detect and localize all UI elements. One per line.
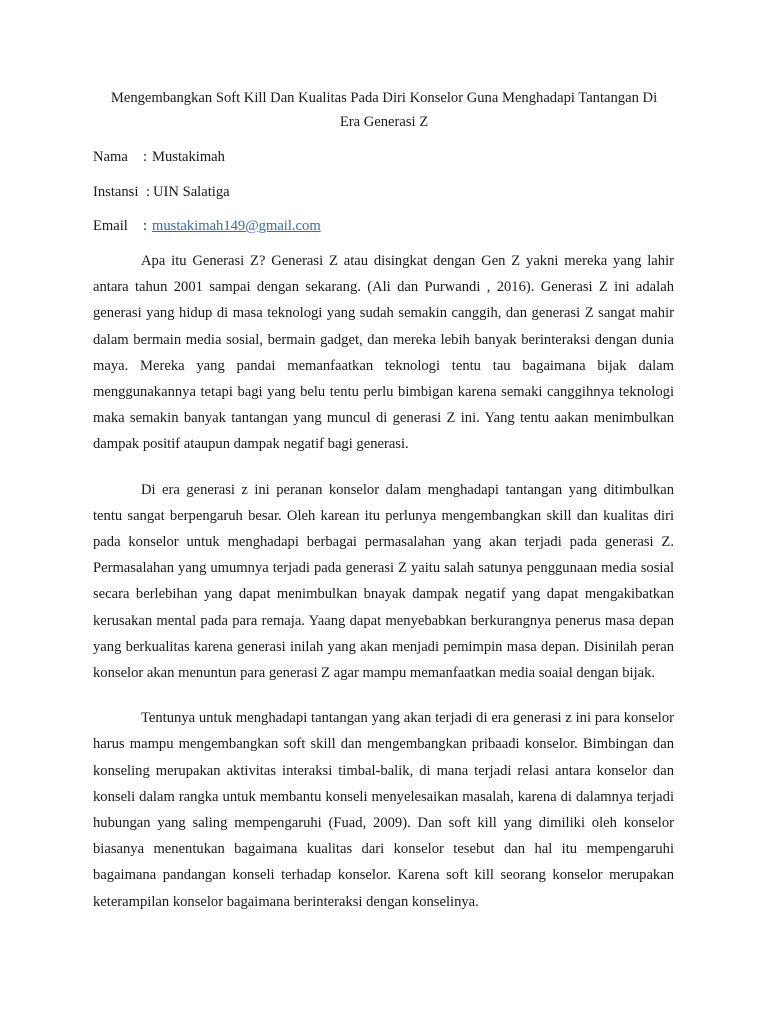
institution-separator: :	[146, 184, 151, 200]
name-separator: :	[143, 149, 148, 165]
institution-value: UIN Salatiga	[153, 184, 230, 200]
email-label: Email	[93, 218, 128, 234]
paragraph-2: Di era generasi z ini peranan konselor dalam menghadapi tantangan yang ditimbulkan tentu sangat berpengaruh besar. Oleh karean itu perlunya mengembangkan skill dan kualitas diri pada konselor untuk menghadapi berbagai permasalahan yang akan terjadi pada generasi Z. Permasalahan yang umumnya terjadi pada generasi Z yaitu salah satunya penggunaan media sosial secara berlebihan yang dapat menimbulkan bnayak dampak negatif yang dapat mengakibatkan kerusakan mental pada para remaja. Yaang dapat menyebabkan berkurangnya penerus masa depan yang berkualitas karena generasi inilah yang akan menjadi pemimpin masa depan. Disinilah peran konselor akan menuntun para generasi Z agar mampu memanfaatkan media soaial dengan bijak.	[93, 481, 674, 682]
title-line-2: Era Generasi Z	[339, 114, 429, 130]
paragraph-3: Tentunya untuk menghadapi tantangan yang akan terjadi di era generasi z ini para konselor harus mampu mengembangkan soft skill dan mengembangkan pribaadi konselor. Bimbingan dan konseling merupakan aktivitas interaksi timbal-balik, di mana terjadi relasi antara konselor dan konseli dalam rangka untuk membantu konseli menyelesaikan masalah, karena di dalamnya terjadi hubungan yang saling mempengaruhi (Fuad, 2009). Dan soft kill yang dimiliki oleh konselor biasanya menentukan bagaimana kualitas dari konselor tesebut dan hal itu mempengaruhi bagaimana pandangan konseli terhadap konselor. Karena soft kill seorang konselor merupakan keterampilan konselor bagaimana berinteraksi dengan konselinya.	[93, 710, 674, 910]
name-value: Mustakimah	[152, 149, 225, 165]
document-title	[80, 86, 688, 134]
title-line-1: Mengembangkan Soft Kill Dan Kualitas Pada Diri Konselor Guna Menghadapi Tantangan Di	[110, 90, 658, 106]
meta-name-row	[93, 145, 225, 169]
meta-institution-row	[93, 180, 230, 204]
email-separator: :	[143, 218, 148, 234]
meta-email-row	[93, 214, 321, 238]
document-body	[93, 248, 674, 934]
paragraph-1: Apa itu Generasi Z? Generasi Z atau disingkat dengan Gen Z yakni mereka yang lahir antara tahun 2001 sampai dengan sekarang. (Ali dan Purwandi , 2016). Generasi Z ini adalah generasi yang hidup di masa teknologi yang sudah semakin canggih, dan generasi Z sangat mahir dalam bermain media sosial, bermain gadget, dan mereka lebih banyak berinteraksi dengan dunia maya. Mereka yang pandai memanfaatkan teknologi tentu tau bagaimana bijak dalam menggunakannya tetapi bagi yang belu tentu perlu bimbigan karena semaki canggihnya teknologi maka semakin banyak tantangan yang muncul di generasi Z ini. Yang tentu aakan menimbulkan dampak positif ataupun dampak negatif bagi generasi.	[93, 253, 674, 453]
email-link[interactable]: mustakimah149@gmail.com	[152, 218, 321, 234]
name-label: Nama	[93, 149, 128, 165]
institution-label: Instansi	[93, 184, 139, 200]
